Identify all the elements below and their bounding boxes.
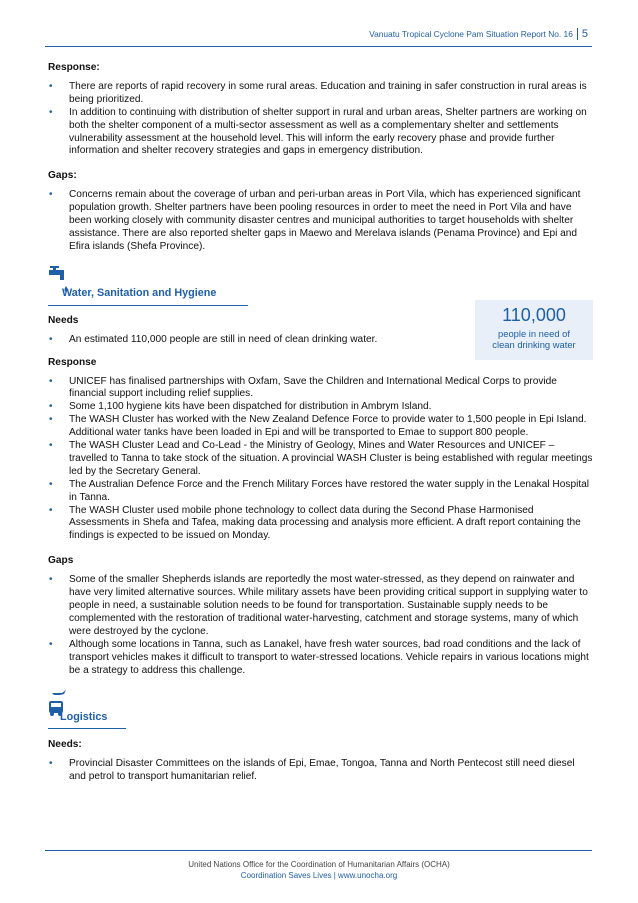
wash-response-list — [48, 376, 593, 544]
list-item: • Some of the smaller Shepherds islands are reportedly the most water-stressed, as they depend on rainwater and have very limited alternative sources. While military assets have been providing critical support in supplying water to people in need, a sustainable solution needs to be found for transportation. Sustainable supply needs to be complemented with the restoration of traditional water-harvesting, catchment and storage systems, many of which were destroyed by the cyclone. — [48, 574, 593, 639]
list-item: • Provincial Disaster Committees on the islands of Epi, Emae, Tongoa, Tanna and North Pentecost still need diesel and petrol to transport humanitarian relief. — [48, 758, 593, 784]
page-content — [48, 62, 593, 784]
list-item: • The WASH Cluster used mobile phone technology to collect data during the Second Phase Harmonised Assessments in Shefa and Tafea, making data processing and analysis more efficient. A draft report containing the findings is expected to be issued on Monday. — [48, 505, 593, 544]
wash-response-label: Response — [48, 356, 97, 368]
shelter-gaps-label: Gaps: — [48, 170, 77, 182]
footer-tagline: Coordination Saves Lives | www.unocha.org — [240, 871, 398, 880]
page-footer — [0, 859, 638, 881]
footer-rule — [45, 850, 592, 851]
list-item: • Concerns remain about the coverage of urban and peri-urban areas in Port Vila, which has experienced significant population growth. Shelter partners have been pooling resources in order to meet the need in Port Vila and have been working closely with community disaster centres and municipal authorities to target households with shelter assistance. There are also reported shelter gaps in Maewo and Merelava islands (Penama Province) and Epi and Efira islands (Shefa Province). — [48, 189, 593, 254]
list-item: • UNICEF has finalised partnerships with Oxfam, Save the Children and International Medical Corps to provide financial support including relief supplies. — [48, 376, 593, 402]
list-item: • The WASH Cluster Lead and Co-Lead - the Ministry of Geology, Mines and Water Resources and UNICEF – travelled to Tanna to take stock of the situation. A provincial WASH Cluster is being established with regular meetings led by the Secretary General. — [48, 440, 593, 479]
shelter-gaps-list — [48, 189, 593, 254]
wash-gaps-label: Gaps — [48, 555, 74, 567]
key-figure-line1: people in need of — [498, 327, 570, 339]
key-figure-value: 110,000 — [502, 304, 566, 325]
section-underline — [48, 305, 248, 306]
list-item: • In addition to continuing with distribution of shelter support in rural and urban areas, Shelter partners are working on both the shelter component of a multi-sector assessment as well as a complementary shelter and settlements vulnerability assessment at the household level. This will inform the early recovery phase and provide further information and shelter recovery strategies and gaps in emergency distribution. — [48, 107, 593, 159]
wash-gaps-list — [48, 574, 593, 677]
report-title: Vanuatu Tropical Cyclone Pam Situation Report No. 16 — [369, 29, 573, 39]
list-item: • Some 1,100 hygiene kits have been dispatched for distribution in Ambrym Island. — [48, 401, 593, 414]
page-number: 5 — [577, 28, 588, 40]
shelter-response-list — [48, 81, 593, 158]
logistics-needs-label: Needs: — [48, 739, 82, 751]
page-header — [369, 28, 588, 40]
wash-needs-block — [48, 304, 593, 351]
footer-org: United Nations Office for the Coordination of Humanitarian Affairs (OCHA) — [188, 860, 450, 869]
list-item: • There are reports of rapid recovery in some rural areas. Education and training in safer construction in rural areas is being prioritized. — [48, 81, 593, 107]
wash-needs-label: Needs — [48, 314, 79, 326]
key-figure-line2: clean drinking water — [492, 339, 576, 351]
shelter-response-label: Response: — [48, 62, 100, 73]
logistics-needs-list — [48, 758, 593, 784]
list-item: • The Australian Defence Force and the French Military Forces have restored the water supply in the Lenakal Hospital in Tanna. — [48, 479, 593, 505]
key-figure-callout — [475, 300, 593, 360]
list-item: • Although some locations in Tanna, such as Lanakel, have fresh water sources, bad road conditions and the lack of transport vehicles makes it difficult to transport to water-stressed locations. Vehicle repairs in various locations might be a strategy to address this challenge. — [48, 639, 593, 678]
list-item: • The WASH Cluster has worked with the New Zealand Defence Force to provide water to 1,500 people in Epi Island. Additional water tanks have been loaded in Epi and will be transported to Emae to support 800 people. — [48, 414, 593, 440]
header-rule — [45, 46, 592, 47]
logistics-section-title: Logistics — [60, 710, 108, 723]
wash-section-title: Water, Sanitation and Hygiene — [62, 286, 217, 299]
section-underline — [48, 728, 126, 729]
logistics-section-header — [48, 689, 593, 729]
list-item: • An estimated 110,000 people are still in need of clean drinking water. — [48, 334, 593, 347]
